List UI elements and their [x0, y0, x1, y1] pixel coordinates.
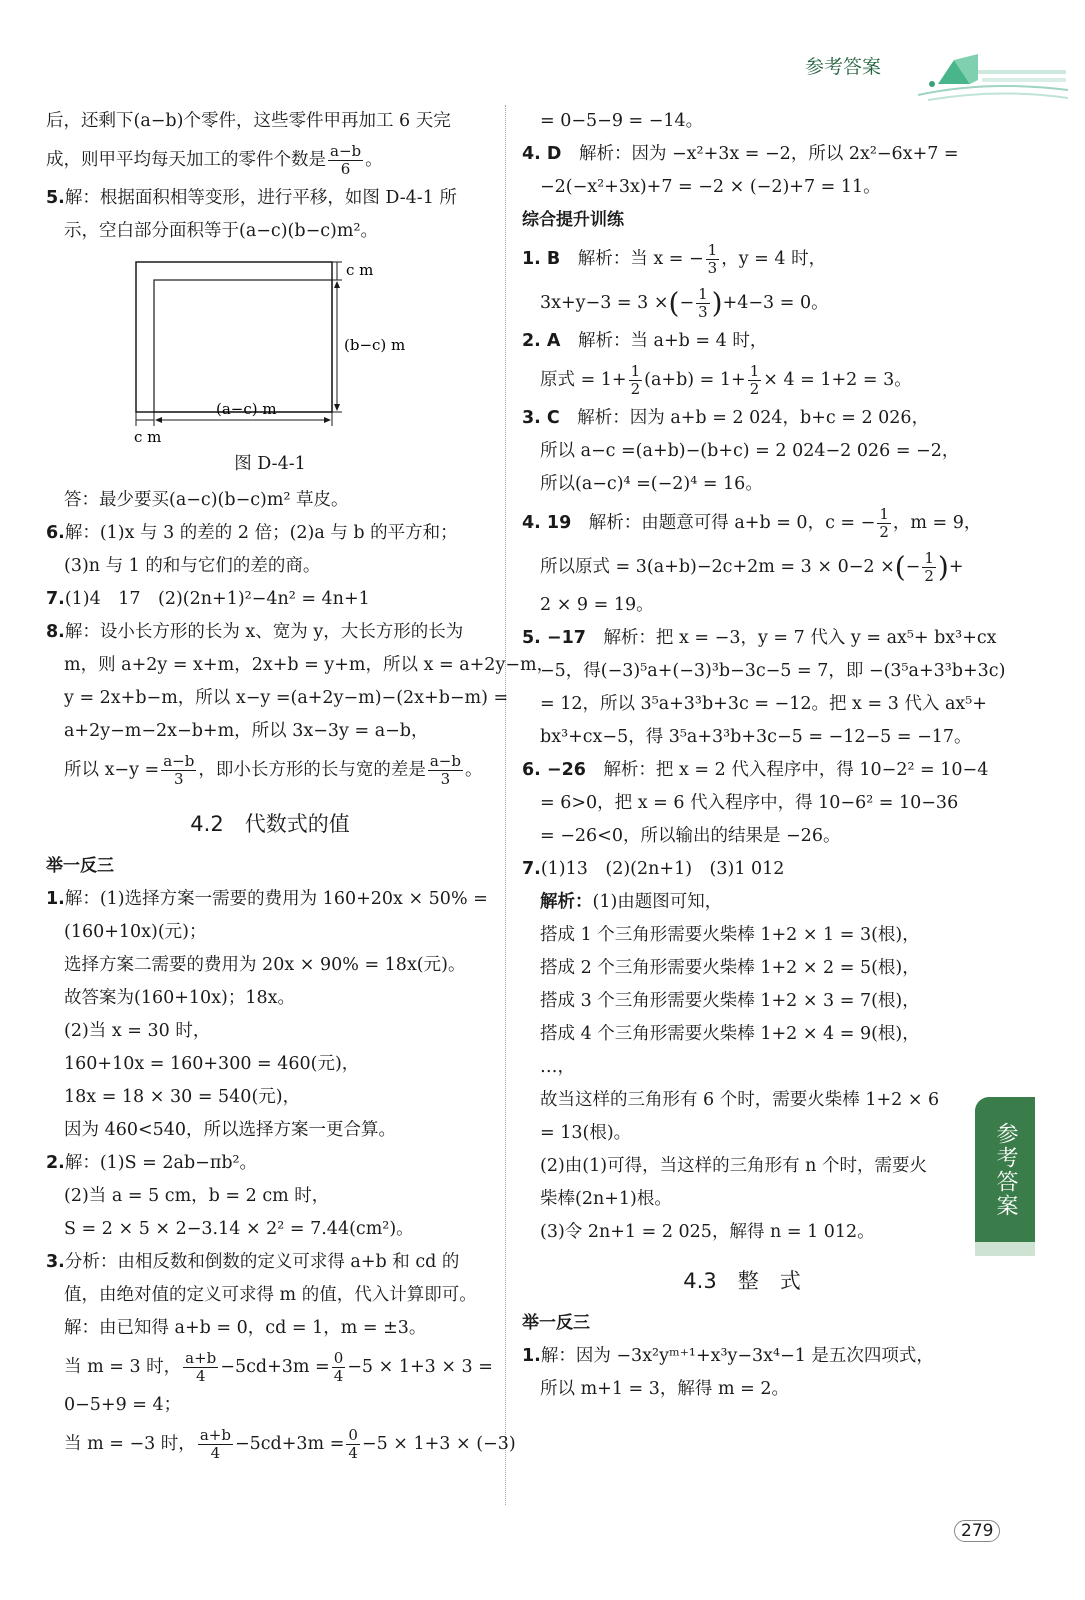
problem-z7: 7.(1)13 (2)(2n+1) (3)1 012	[522, 859, 785, 879]
subsection-title: 举一反三	[46, 856, 114, 876]
text-line: 后，还剩下(a−b)个零件，这些零件甲再加工 6 天完	[46, 111, 451, 131]
text-line: (2)当 x = 30 时，	[64, 1021, 211, 1041]
text-line: 所以 a−c =(a+b)−(b+c) = 2 024−2 026 = −2，	[540, 441, 960, 461]
text-line: = 0−5−9 = −14。	[540, 111, 704, 131]
problem-z4: 4. 19 解析：由题意可得 a+b = 0，c = − $\frac{1}{2}$ ，m = 9，	[522, 505, 982, 541]
text-line: 0−5+9 = 4；	[64, 1395, 182, 1415]
text-line: 故当这样的三角形有 6 个时，需要火柴棒 1+2 × 6	[540, 1090, 940, 1110]
section-title-4-2: 4.2 代数式的值	[190, 812, 350, 836]
text-line: (2)由(1)可得，当这样的三角形有 n 个时，需要火	[540, 1156, 927, 1176]
text-line: 3x+y−3 = 3 ×(− $\frac{1}{3}$ )+4−3 = 0。	[540, 285, 829, 321]
text-line: = 12，所以 3⁵a+3³b+3c = −12。把 x = 3 代入 ax⁵+	[540, 694, 987, 714]
text-line: 所以原式 = 3(a+b)−2c+2m = 3 × 0−2 ×(− $\frac{1}{2}$ )+	[540, 549, 964, 585]
header-title: 参考答案	[805, 56, 882, 78]
problem-3: 3.分析：由相反数和倒数的定义可求得 a+b 和 cd 的	[46, 1252, 460, 1272]
text-line: bx³+cx−5，得 3⁵a+3³b+3c−5 = −12−5 = −17。	[540, 727, 972, 747]
text-line: m，则 a+2y = x+m，2x+b = y+m，所以 x = a+2y−m，	[64, 655, 555, 675]
text-line: 当 m = 3 时， $\frac{a+b}{4}$ −5cd+3m = $\frac{0}{4}$ −5 × 1+3 × 3 =	[64, 1349, 493, 1385]
problem-z3: 3. C 解析：因为 a+b = 2 024，b+c = 2 026，	[522, 408, 930, 428]
label-cm-bottom: c m	[134, 428, 162, 446]
question-4: 4. D 解析：因为 −x²+3x = −2，所以 2x²−6x+7 =	[522, 144, 959, 164]
label-cm-top: c m	[346, 261, 374, 279]
question-6: 6.解：(1)x 与 3 的差的 2 倍；(2)a 与 b 的平方和；	[46, 523, 458, 543]
problem-y1: 1.解：因为 −3x²yᵐ⁺¹+x³y−3x⁴−1 是五次四项式，	[522, 1346, 934, 1366]
text-line: = −26<0，所以输出的结果是 −26。	[540, 826, 841, 846]
section-title-4-3: 4.3 整 式	[683, 1269, 801, 1293]
text-line: −2(−x²+3x)+7 = −2 × (−2)+7 = 11。	[540, 177, 881, 197]
text-line: …，	[540, 1057, 575, 1077]
figure-d-4-1	[46, 248, 494, 448]
text-line: 搭成 4 个三角形需要火柴棒 1+2 × 4 = 9(根)，	[540, 1024, 920, 1044]
text-line: 18x = 18 × 30 = 540(元)，	[64, 1087, 301, 1107]
text-line: S = 2 × 5 × 2−3.14 × 2² = 7.44(cm²)。	[64, 1219, 414, 1239]
question-8: 8.解：设小长方形的长为 x、宽为 y，大长方形的长为	[46, 622, 464, 642]
subsection-title: 举一反三	[522, 1313, 590, 1333]
text-line: 成，则甲平均每天加工的零件个数是 $\frac{a-b}{6}$ 。	[46, 142, 383, 178]
problem-z2: 2. A 解析：当 a+b = 4 时，	[522, 331, 768, 351]
problem-1: 1.解：(1)选择方案一需要的费用为 160+20x × 50% =	[46, 889, 488, 909]
problem-z5: 5. −17 解析：把 x = −3，y = 7 代入 y = ax⁵+ bx³+cx	[522, 628, 997, 648]
text-line: 所以 m+1 = 3，解得 m = 2。	[540, 1379, 789, 1399]
fraction: $\frac{a-b}{6}$	[330, 142, 362, 178]
question-7: 7.(1)4 17 (2)(2n+1)²−4n² = 4n+1	[46, 589, 370, 609]
rectangle-diagram	[46, 248, 494, 448]
text-line: (2)当 a = 5 cm，b = 2 cm 时，	[64, 1186, 330, 1206]
figure-caption: 图 D-4-1	[234, 454, 306, 474]
text-line: 解析：(1)由题图可知，	[540, 892, 723, 912]
text-line: = 13(根)。	[540, 1123, 632, 1143]
text-line: 选择方案二需要的费用为 20x × 90% = 18x(元)。	[64, 955, 466, 975]
text-line: 所以 x−y = $\frac{a-b}{3}$ ，即小长方形的长与宽的差是 $\frac{a-b}{3}$ 。	[64, 752, 483, 788]
text-line: 解：由已知得 a+b = 0，cd = 1，m = ±3。	[64, 1318, 427, 1338]
text-line: y = 2x+b−m，所以 x−y =(a+2y−m)−(2x+b−m) =	[64, 688, 509, 708]
side-tab-bar	[975, 1242, 1035, 1256]
text-line: 因为 460<540，所以选择方案一更合算。	[64, 1120, 397, 1140]
header-book-logo-icon	[918, 40, 1068, 110]
side-tab-answers: 参考答案	[975, 1097, 1035, 1242]
text-line: 搭成 2 个三角形需要火柴棒 1+2 × 2 = 5(根)，	[540, 958, 920, 978]
text-line: 示，空白部分面积等于(a−c)(b−c)m²。	[64, 221, 378, 241]
subsection-title: 综合提升训练	[522, 210, 624, 230]
text-line: 当 m = −3 时， $\frac{a+b}{4}$ −5cd+3m = $\frac{0}{4}$ −5 × 1+3 × (−3)	[64, 1426, 516, 1462]
text-line: (3)令 2n+1 = 2 025，解得 n = 1 012。	[540, 1222, 875, 1242]
question-5: 5.解：根据面积相等变形，进行平移，如图 D-4-1 所	[46, 188, 457, 208]
problem-2: 2.解：(1)S = 2ab−πb²。	[46, 1153, 258, 1173]
label-b-minus-c: (b−c) m	[344, 336, 406, 354]
column-divider	[505, 105, 506, 1505]
text-line: 搭成 1 个三角形需要火柴棒 1+2 × 1 = 3(根)，	[540, 925, 920, 945]
text-line: 故答案为(160+10x)；18x。	[64, 988, 295, 1008]
left-column	[46, 105, 555, 1466]
problem-z1: 1. B 解析：当 x = − $\frac{1}{3}$ ，y = 4 时，	[522, 241, 827, 277]
text-line: 柴棒(2n+1)根。	[540, 1189, 672, 1209]
problem-z6: 6. −26 解析：把 x = 2 代入程序中，得 10−2² = 10−4	[522, 760, 989, 780]
text-line: 2 × 9 = 19。	[540, 595, 654, 615]
text-line: (3)n 与 1 的和与它们的差的商。	[64, 556, 321, 576]
text-line: a+2y−m−2x−b+m，所以 3x−3y = a−b，	[64, 721, 429, 741]
text-line: 原式 = 1+ $\frac{1}{2}$ (a+b) = 1+ $\frac{1}{2}$ × 4 = 1+2 = 3。	[540, 362, 912, 398]
page-number: 279	[954, 1520, 1000, 1542]
text-line: (160+10x)(元)；	[64, 922, 207, 942]
text-line: 值，由绝对值的定义可求得 m 的值，代入计算即可。	[64, 1285, 477, 1305]
text-line: 所以(a−c)⁴ =(−2)⁴ = 16。	[540, 474, 763, 494]
text-line: −5，得(−3)⁵a+(−3)³b−3c−5 = 7，即 −(3⁵a+3³b+3c)	[540, 661, 1006, 681]
text-line: 搭成 3 个三角形需要火柴棒 1+2 × 3 = 7(根)，	[540, 991, 920, 1011]
text-line: = 6>0，把 x = 6 代入程序中，得 10−6² = 10−36	[540, 793, 959, 813]
text-line: 答：最少要买(a−c)(b−c)m² 草皮。	[64, 490, 349, 510]
label-a-minus-c: (a−c) m	[216, 400, 277, 418]
text-line: 160+10x = 160+300 = 460(元)，	[64, 1054, 360, 1074]
